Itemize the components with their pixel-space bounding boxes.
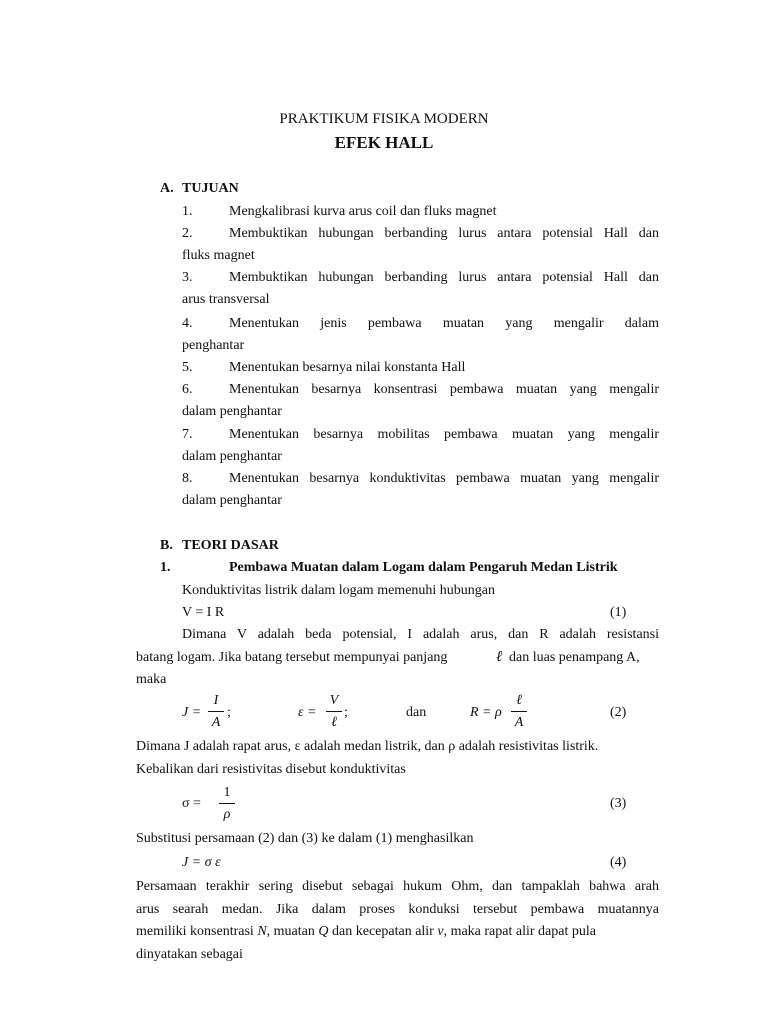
list-item-continuation: fluks magnet xyxy=(182,248,255,263)
paragraph-ohm-line: arus searah medan. Jika dalam proses konduksi tersebut pembawa muatannya xyxy=(136,902,659,917)
paragraph-substitution: Substitusi persamaan (2) dan (3) ke dalam (1) menghasilkan xyxy=(136,831,474,846)
paragraph-ohm-line xyxy=(136,925,659,939)
list-item-number: 3. xyxy=(182,270,193,285)
equation-separator: ; xyxy=(227,705,231,720)
paragraph-text-run: , muatan xyxy=(266,924,315,939)
resistance-fraction xyxy=(511,694,527,730)
list-item-continuation: dalam penghantar xyxy=(182,449,282,464)
fraction-numerator: ℓ xyxy=(516,693,522,708)
list-item-text: Menentukan jenis pembawa muatan yang mengalir dalam xyxy=(229,316,659,331)
list-item-text: Menentukan besarnya mobilitas pembawa muatan yang mengalir xyxy=(229,427,659,442)
fraction-denominator: ℓ xyxy=(331,715,337,730)
paragraph-text-run: dan kecepatan alir xyxy=(332,924,434,939)
list-item-text: Menentukan besarnya konsentrasi pembawa muatan yang mengalir xyxy=(229,382,659,397)
paragraph-definitions-line: Dimana V adalah beda potensial, I adalah arus, dan R adalah resistansi xyxy=(182,627,659,642)
current-density-lhs: J = xyxy=(182,705,202,720)
document-subtitle: EFEK HALL xyxy=(334,133,434,152)
conductivity-fraction xyxy=(219,786,235,822)
fraction-numerator: I xyxy=(213,693,219,708)
list-item-continuation: arus transversal xyxy=(182,292,270,307)
charge-symbol: Q xyxy=(318,924,329,939)
paragraph-resistivity-line: Dimana J adalah rapat arus, ε adalah medan listrik, dan ρ adalah resistivitas listrik. xyxy=(136,739,599,754)
equation-2-number: (2) xyxy=(610,705,627,720)
section-a-letter: A. xyxy=(160,181,174,196)
fraction-bar xyxy=(219,803,235,804)
section-b-letter: B. xyxy=(160,538,173,553)
list-item-number: 1. xyxy=(182,204,193,219)
list-item-number: 8. xyxy=(182,471,193,486)
fraction-numerator: V xyxy=(329,693,339,708)
list-item-text: Menentukan besarnya konduktivitas pembawa muatan yang mengalir xyxy=(229,471,659,486)
list-item-number: 6. xyxy=(182,382,193,397)
equation-1: V = I R xyxy=(182,605,225,620)
field-fraction xyxy=(326,694,342,730)
concentration-symbol: N xyxy=(257,924,267,939)
list-item-text: Menentukan besarnya nilai konstanta Hall xyxy=(229,360,466,375)
list-item-number: 4. xyxy=(182,316,193,331)
current-density-fraction xyxy=(208,694,224,730)
fraction-denominator: ρ xyxy=(223,807,231,822)
fraction-bar xyxy=(208,711,224,712)
paragraph-text-run: , maka rapat alir dapat pula xyxy=(443,924,596,939)
subsection-number: 1. xyxy=(160,560,171,575)
equation-3-number: (3) xyxy=(610,796,627,811)
paragraph-definitions-line: batang logam. Jika batang tersebut mempunyai panjang xyxy=(136,650,448,665)
equation-separator: ; xyxy=(344,705,348,720)
list-item-continuation: dalam penghantar xyxy=(182,404,282,419)
paragraph-ohm-line: Persamaan terakhir sering disebut sebagai hukum Ohm, dan tampaklah bahwa arah xyxy=(136,879,659,894)
conjunction-text: dan xyxy=(406,705,427,720)
subsection-heading: Pembawa Muatan dalam Logam dalam Pengaruh Medan Listrik xyxy=(229,560,618,575)
list-item-continuation: dalam penghantar xyxy=(182,493,282,508)
fraction-numerator: 1 xyxy=(223,785,231,800)
paragraph-definitions-line: dan luas penampang A, xyxy=(509,650,640,665)
list-item-number: 7. xyxy=(182,427,193,442)
list-item-number: 2. xyxy=(182,226,193,241)
field-lhs: ε = xyxy=(298,705,317,720)
list-item-text: Membuktikan hubungan berbanding lurus antara potensial Hall dan xyxy=(229,270,659,285)
equation-4: J = σ ε xyxy=(182,855,221,870)
conductivity-lhs: σ = xyxy=(182,796,201,811)
list-item-text: Mengkalibrasi kurva arus coil dan fluks magnet xyxy=(229,204,497,219)
fraction-bar xyxy=(511,711,527,712)
equation-4-number: (4) xyxy=(610,855,627,870)
paragraph-intro: Konduktivitas listrik dalam logam memenuhi hubungan xyxy=(182,583,496,598)
list-item-number: 5. xyxy=(182,360,193,375)
paragraph-resistivity-line: Kebalikan dari resistivitas disebut konduktivitas xyxy=(136,762,406,777)
paragraph-ohm-line: dinyatakan sebagai xyxy=(136,947,243,962)
fraction-bar xyxy=(326,711,342,712)
section-a-heading: TUJUAN xyxy=(182,181,239,196)
length-symbol: ℓ xyxy=(496,649,503,665)
equation-1-number: (1) xyxy=(610,605,627,620)
paragraph-text-run: memiliki konsentrasi xyxy=(136,924,254,939)
document-title: PRAKTIKUM FISIKA MODERN xyxy=(279,111,489,127)
list-item-continuation: penghantar xyxy=(182,338,245,353)
paragraph-definitions-line: maka xyxy=(136,672,167,687)
velocity-symbol: v xyxy=(437,924,444,939)
fraction-denominator: A xyxy=(514,715,524,730)
section-b-heading: TEORI DASAR xyxy=(182,538,279,553)
list-item-text: Membuktikan hubungan berbanding lurus antara potensial Hall dan xyxy=(229,226,659,241)
fraction-denominator: A xyxy=(211,715,221,730)
resistance-lhs: R = ρ xyxy=(470,705,502,720)
